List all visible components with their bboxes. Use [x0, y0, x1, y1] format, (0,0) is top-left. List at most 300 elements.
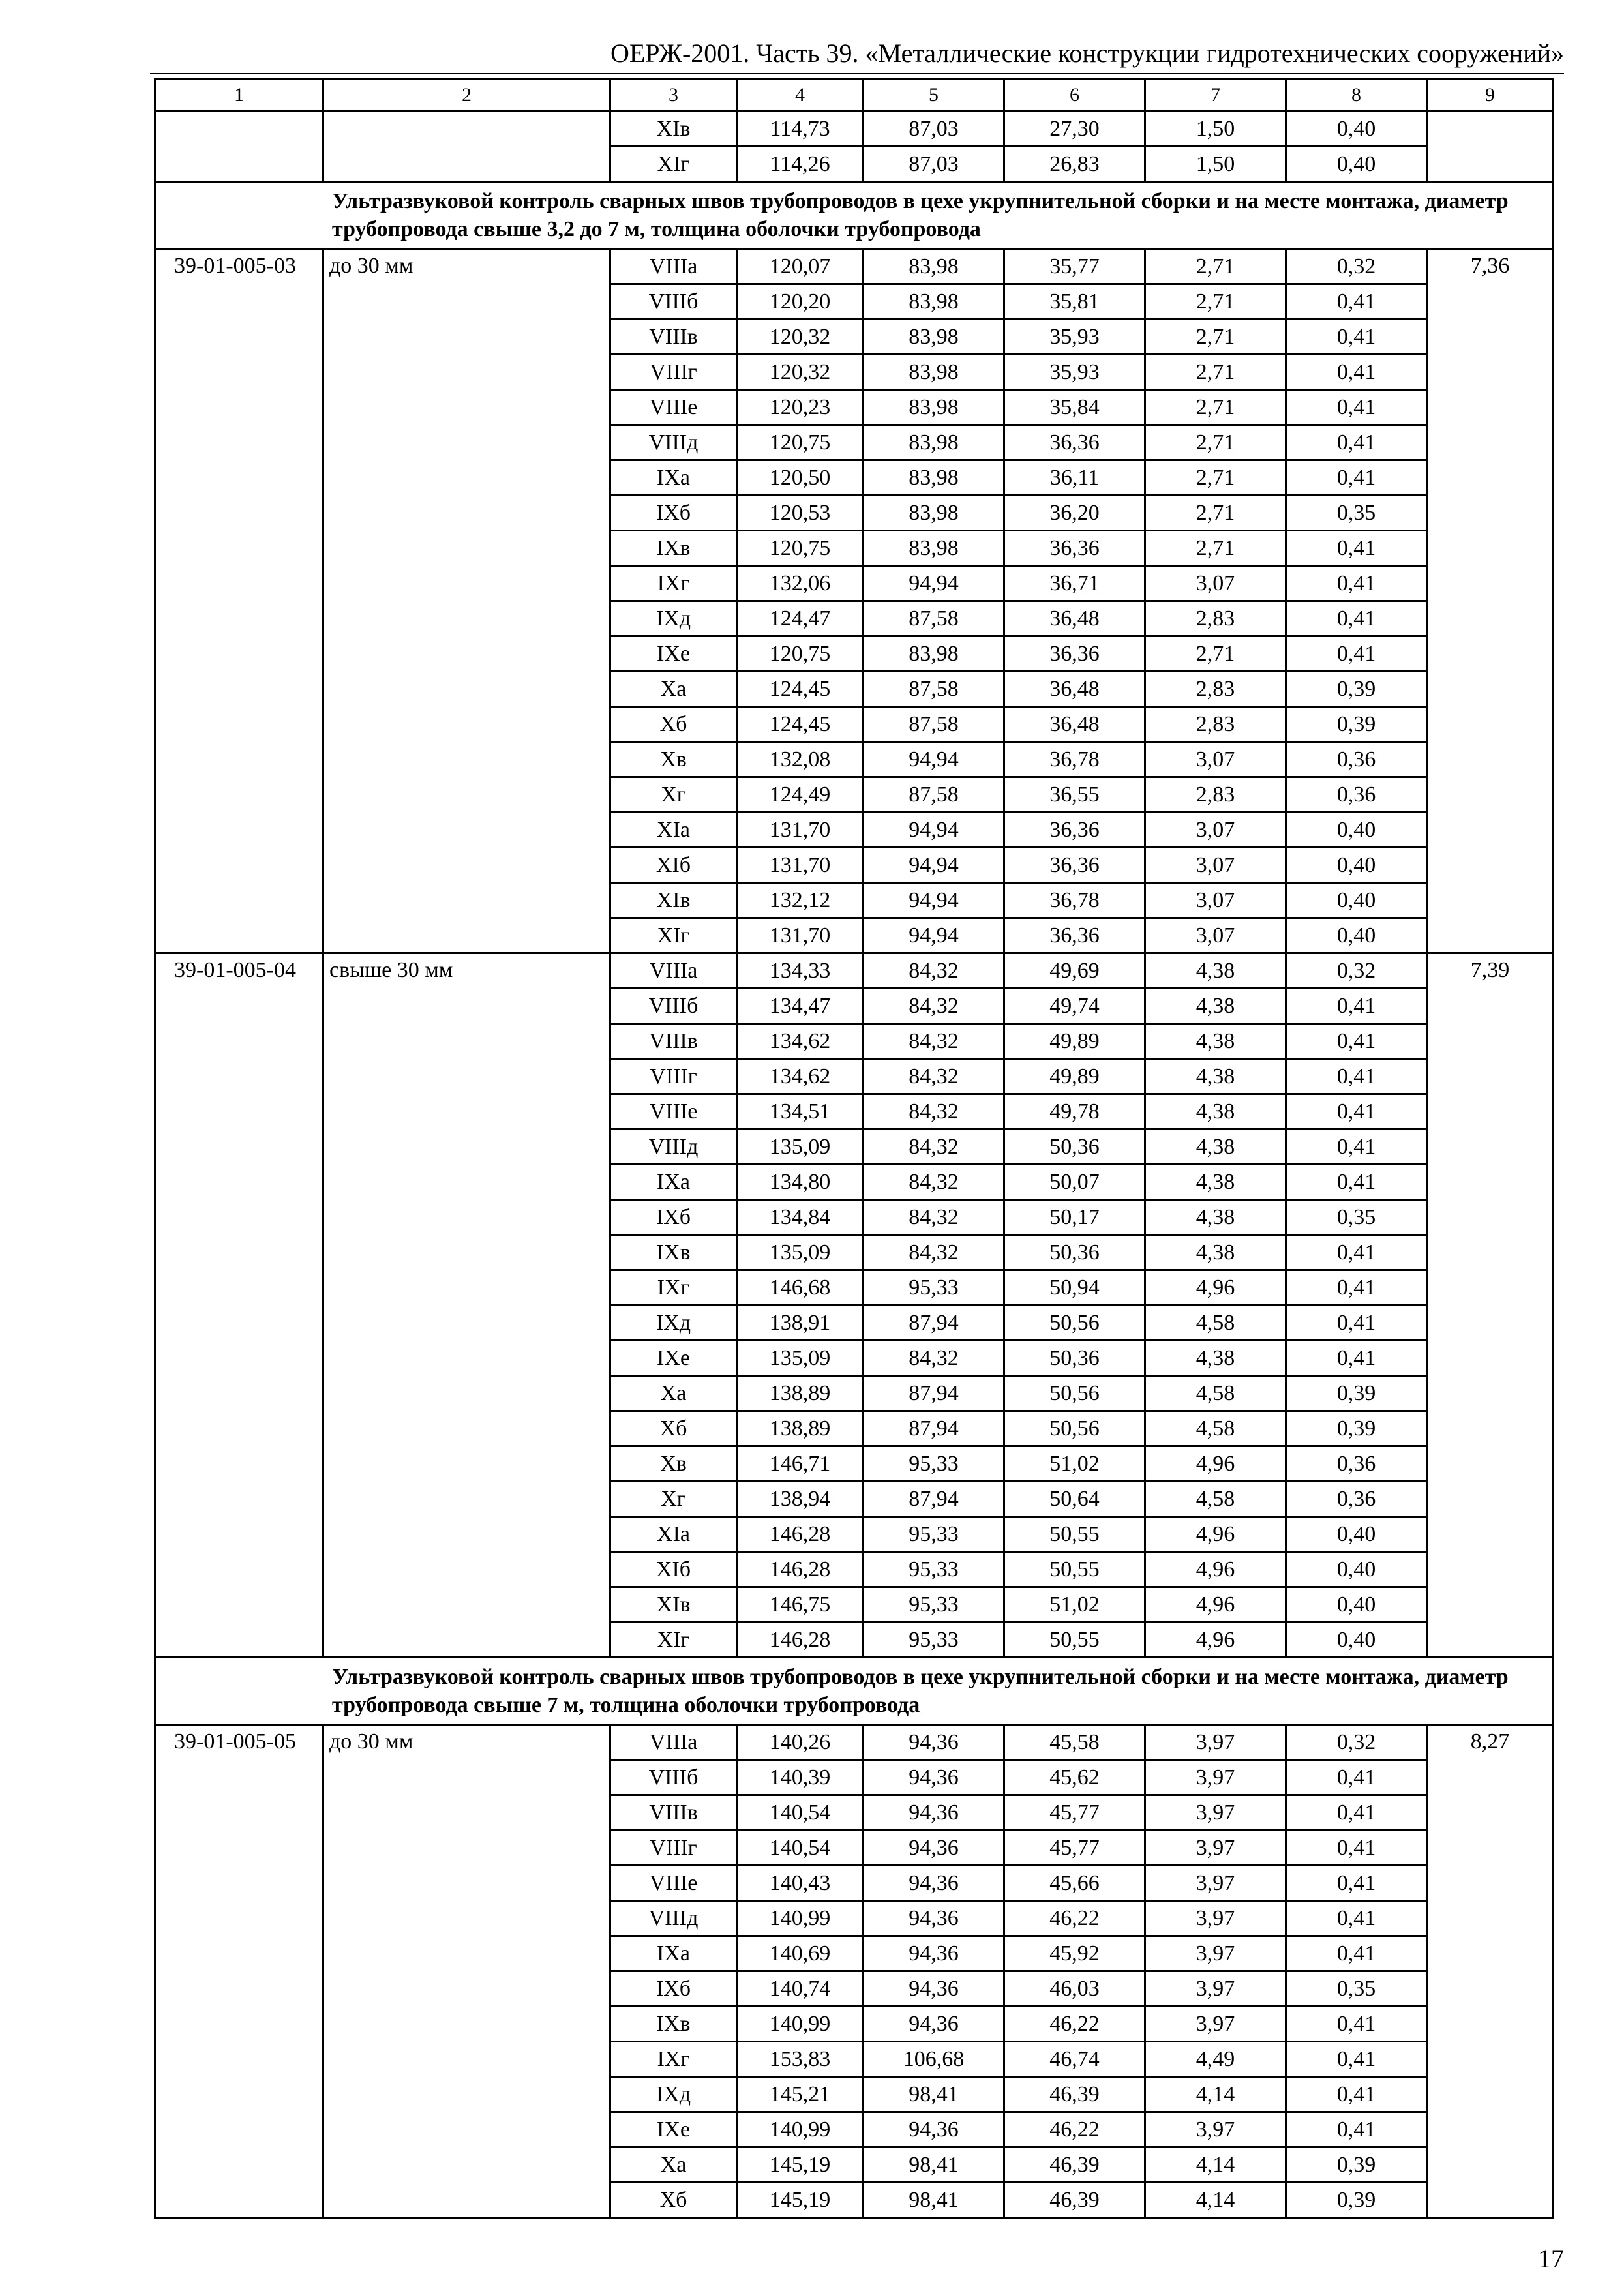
value-cell: 0,41	[1286, 989, 1427, 1024]
value-cell: 120,20	[737, 284, 864, 320]
value-cell: 83,98	[864, 284, 1004, 320]
value-cell: 140,54	[737, 1795, 864, 1831]
value-cell: 87,94	[864, 1376, 1004, 1411]
value-cell: 1,50	[1145, 112, 1286, 147]
value-cell: 4,14	[1145, 2147, 1286, 2183]
value-cell: 49,78	[1004, 1094, 1145, 1130]
value-cell: 3,97	[1145, 1936, 1286, 1971]
value-cell: 134,84	[737, 1200, 864, 1235]
value-cell: 36,48	[1004, 672, 1145, 707]
value-cell: 0,41	[1286, 1901, 1427, 1936]
value-cell: 0,41	[1286, 284, 1427, 320]
value-cell: IXв	[610, 1235, 737, 1270]
value-cell: 84,32	[864, 1130, 1004, 1165]
value-cell: 131,70	[737, 813, 864, 848]
value-cell: 0,36	[1286, 1482, 1427, 1517]
value-cell: VIIIг	[610, 1059, 737, 1094]
value-cell: 50,94	[1004, 1270, 1145, 1306]
value-cell: 138,91	[737, 1306, 864, 1341]
value-cell: 45,77	[1004, 1795, 1145, 1831]
value-cell: 36,36	[1004, 918, 1145, 953]
value-cell: IXа	[610, 1165, 737, 1200]
value-cell: 4,58	[1145, 1306, 1286, 1341]
value-cell: 83,98	[864, 460, 1004, 496]
value-cell: 135,09	[737, 1130, 864, 1165]
value-cell: 120,32	[737, 320, 864, 355]
value-cell: 0,40	[1286, 848, 1427, 883]
value-cell: 94,36	[864, 1901, 1004, 1936]
value-cell: Xа	[610, 672, 737, 707]
value-cell: VIIIб	[610, 1760, 737, 1795]
value-cell: 3,07	[1145, 566, 1286, 601]
value-cell: 35,84	[1004, 390, 1145, 425]
value-cell: 0,41	[1286, 2042, 1427, 2077]
value-cell: 36,48	[1004, 707, 1145, 742]
value-cell: 3,97	[1145, 2112, 1286, 2147]
value-cell: 50,56	[1004, 1306, 1145, 1341]
value-cell: 83,98	[864, 496, 1004, 531]
value-cell: VIIIа	[610, 953, 737, 989]
value-cell: 0,41	[1286, 2112, 1427, 2147]
value-cell: 26,83	[1004, 147, 1145, 182]
col9-cell: 8,27	[1427, 1725, 1554, 2218]
column-number: 2	[323, 80, 610, 112]
value-cell: 27,30	[1004, 112, 1145, 147]
value-cell: 49,69	[1004, 953, 1145, 989]
value-cell: 84,32	[864, 1200, 1004, 1235]
value-cell: 0,41	[1286, 1341, 1427, 1376]
value-cell: 0,41	[1286, 460, 1427, 496]
value-cell: 120,32	[737, 355, 864, 390]
value-cell: 134,62	[737, 1059, 864, 1094]
value-cell: 3,07	[1145, 883, 1286, 918]
value-cell: 36,36	[1004, 636, 1145, 672]
value-cell: 87,03	[864, 112, 1004, 147]
value-cell: 94,94	[864, 918, 1004, 953]
value-cell: 0,40	[1286, 1517, 1427, 1552]
value-cell: VIIIа	[610, 249, 737, 284]
value-cell: 4,38	[1145, 1130, 1286, 1165]
value-cell: 4,38	[1145, 1235, 1286, 1270]
value-cell: 46,22	[1004, 1901, 1145, 1936]
value-cell: Xв	[610, 1446, 737, 1482]
value-cell: 4,38	[1145, 1165, 1286, 1200]
value-cell: 4,38	[1145, 1024, 1286, 1059]
value-cell: 50,55	[1004, 1552, 1145, 1587]
column-number: 1	[155, 80, 323, 112]
value-cell: 132,06	[737, 566, 864, 601]
value-cell: 51,02	[1004, 1446, 1145, 1482]
value-cell: 3,07	[1145, 918, 1286, 953]
value-cell: 132,08	[737, 742, 864, 777]
value-cell: 0,35	[1286, 1200, 1427, 1235]
value-cell: 120,07	[737, 249, 864, 284]
description-cell: до 30 мм	[323, 1725, 610, 2218]
value-cell: 0,41	[1286, 531, 1427, 566]
value-cell: 83,98	[864, 320, 1004, 355]
value-cell: 140,69	[737, 1936, 864, 1971]
value-cell: IXг	[610, 1270, 737, 1306]
value-cell: 83,98	[864, 249, 1004, 284]
value-cell: 46,03	[1004, 1971, 1145, 2007]
value-cell: 2,71	[1145, 496, 1286, 531]
value-cell: 0,32	[1286, 1725, 1427, 1760]
value-cell: 36,20	[1004, 496, 1145, 531]
value-cell: Xа	[610, 2147, 737, 2183]
value-cell: 134,62	[737, 1024, 864, 1059]
value-cell: 4,96	[1145, 1517, 1286, 1552]
value-cell: 94,36	[864, 2007, 1004, 2042]
value-cell: 2,71	[1145, 320, 1286, 355]
value-cell: 36,78	[1004, 742, 1145, 777]
value-cell: 46,39	[1004, 2183, 1145, 2218]
value-cell: IXг	[610, 2042, 737, 2077]
value-cell: 98,41	[864, 2077, 1004, 2112]
value-cell: 145,21	[737, 2077, 864, 2112]
value-cell: 0,40	[1286, 813, 1427, 848]
column-number: 4	[737, 80, 864, 112]
value-cell: 46,39	[1004, 2147, 1145, 2183]
value-cell: 94,36	[864, 1866, 1004, 1901]
value-cell: 3,97	[1145, 1795, 1286, 1831]
value-cell: 3,97	[1145, 1901, 1286, 1936]
value-cell: 0,35	[1286, 496, 1427, 531]
value-cell: 120,53	[737, 496, 864, 531]
value-cell: 4,96	[1145, 1587, 1286, 1623]
code-cell: 39-01-005-05	[155, 1725, 323, 2218]
value-cell: 0,41	[1286, 1760, 1427, 1795]
value-cell: 45,77	[1004, 1831, 1145, 1866]
value-cell: 2,83	[1145, 707, 1286, 742]
value-cell: 87,58	[864, 777, 1004, 813]
value-cell: 120,75	[737, 425, 864, 460]
value-cell: 0,41	[1286, 1235, 1427, 1270]
value-cell: 4,96	[1145, 1270, 1286, 1306]
value-cell: 140,54	[737, 1831, 864, 1866]
value-cell: 84,32	[864, 1341, 1004, 1376]
value-cell: 140,99	[737, 2007, 864, 2042]
value-cell: 0,41	[1286, 1795, 1427, 1831]
value-cell: 124,45	[737, 707, 864, 742]
value-cell: XIв	[610, 1587, 737, 1623]
value-cell: 3,97	[1145, 2007, 1286, 2042]
value-cell: 3,97	[1145, 1831, 1286, 1866]
value-cell: 87,58	[864, 601, 1004, 636]
value-cell: 49,89	[1004, 1024, 1145, 1059]
value-cell: VIIIг	[610, 355, 737, 390]
value-cell: 87,94	[864, 1482, 1004, 1517]
table-row	[155, 112, 1554, 147]
value-cell: IXв	[610, 531, 737, 566]
value-cell: 134,80	[737, 1165, 864, 1200]
value-cell: 35,93	[1004, 355, 1145, 390]
value-cell: 124,45	[737, 672, 864, 707]
value-cell: 153,83	[737, 2042, 864, 2077]
value-cell: 98,41	[864, 2147, 1004, 2183]
value-cell: Xб	[610, 707, 737, 742]
value-cell: 46,74	[1004, 2042, 1145, 2077]
value-cell: 0,41	[1286, 1936, 1427, 1971]
value-cell: XIг	[610, 1623, 737, 1658]
section-header-row	[155, 1658, 1554, 1725]
value-cell: 0,41	[1286, 390, 1427, 425]
value-cell: Xа	[610, 1376, 737, 1411]
value-cell: IXб	[610, 496, 737, 531]
value-cell: 0,39	[1286, 2183, 1427, 2218]
value-cell: 94,94	[864, 566, 1004, 601]
value-cell: 36,78	[1004, 883, 1145, 918]
value-cell: Xг	[610, 1482, 737, 1517]
value-cell: XIб	[610, 848, 737, 883]
value-cell: 50,56	[1004, 1411, 1145, 1446]
value-cell: 0,41	[1286, 1306, 1427, 1341]
col9-cell	[1427, 112, 1554, 182]
value-cell: 0,40	[1286, 147, 1427, 182]
price-table	[154, 78, 1554, 2219]
value-cell: 4,38	[1145, 1200, 1286, 1235]
value-cell: 51,02	[1004, 1587, 1145, 1623]
value-cell: 2,71	[1145, 531, 1286, 566]
value-cell: 46,22	[1004, 2112, 1145, 2147]
value-cell: 95,33	[864, 1270, 1004, 1306]
value-cell: VIIIд	[610, 425, 737, 460]
value-cell: 4,14	[1145, 2183, 1286, 2218]
value-cell: 0,32	[1286, 953, 1427, 989]
value-cell: 87,58	[864, 707, 1004, 742]
value-cell: 4,58	[1145, 1411, 1286, 1446]
value-cell: 49,89	[1004, 1059, 1145, 1094]
value-cell: 0,41	[1286, 1270, 1427, 1306]
value-cell: 0,41	[1286, 1024, 1427, 1059]
value-cell: VIIIв	[610, 320, 737, 355]
value-cell: 3,97	[1145, 1760, 1286, 1795]
value-cell: 0,39	[1286, 1376, 1427, 1411]
value-cell: 0,41	[1286, 1130, 1427, 1165]
value-cell: 45,62	[1004, 1760, 1145, 1795]
table-body	[155, 80, 1554, 2218]
value-cell: 0,36	[1286, 1446, 1427, 1482]
value-cell: 4,96	[1145, 1552, 1286, 1587]
value-cell: 0,39	[1286, 1411, 1427, 1446]
value-cell: 50,36	[1004, 1341, 1145, 1376]
value-cell: 145,19	[737, 2147, 864, 2183]
value-cell: 2,83	[1145, 777, 1286, 813]
value-cell: VIIIб	[610, 284, 737, 320]
value-cell: XIа	[610, 1517, 737, 1552]
description-cell: свыше 30 мм	[323, 953, 610, 1658]
value-cell: 84,32	[864, 1059, 1004, 1094]
value-cell: 4,38	[1145, 1059, 1286, 1094]
value-cell: 94,36	[864, 2112, 1004, 2147]
value-cell: 50,55	[1004, 1623, 1145, 1658]
value-cell: 124,47	[737, 601, 864, 636]
value-cell: VIIIб	[610, 989, 737, 1024]
value-cell: 0,41	[1286, 2007, 1427, 2042]
value-cell: Xг	[610, 777, 737, 813]
value-cell: 49,74	[1004, 989, 1145, 1024]
value-cell: 4,49	[1145, 2042, 1286, 2077]
value-cell: 146,28	[737, 1623, 864, 1658]
value-cell: 84,32	[864, 1094, 1004, 1130]
value-cell: 4,38	[1145, 989, 1286, 1024]
value-cell: 84,32	[864, 989, 1004, 1024]
value-cell: 120,50	[737, 460, 864, 496]
value-cell: 84,32	[864, 1024, 1004, 1059]
value-cell: 36,55	[1004, 777, 1145, 813]
value-cell: 3,97	[1145, 1971, 1286, 2007]
value-cell: XIв	[610, 112, 737, 147]
value-cell: 2,71	[1145, 284, 1286, 320]
value-cell: 83,98	[864, 390, 1004, 425]
value-cell: 0,36	[1286, 742, 1427, 777]
value-cell: 95,33	[864, 1517, 1004, 1552]
value-cell: 0,41	[1286, 355, 1427, 390]
value-cell: 140,99	[737, 2112, 864, 2147]
value-cell: Xб	[610, 1411, 737, 1446]
value-cell: 0,41	[1286, 601, 1427, 636]
value-cell: 131,70	[737, 848, 864, 883]
code-cell: 39-01-005-03	[155, 249, 323, 953]
value-cell: 35,81	[1004, 284, 1145, 320]
value-cell: 4,38	[1145, 1094, 1286, 1130]
value-cell: XIв	[610, 883, 737, 918]
value-cell: 2,71	[1145, 390, 1286, 425]
value-cell: 94,36	[864, 1795, 1004, 1831]
value-cell: 36,36	[1004, 531, 1145, 566]
value-cell: VIIIе	[610, 1866, 737, 1901]
column-number-row	[155, 80, 1554, 112]
value-cell: 140,99	[737, 1901, 864, 1936]
header-rule	[150, 73, 1564, 74]
table-row	[155, 249, 1554, 284]
value-cell: 3,07	[1145, 848, 1286, 883]
value-cell: 2,71	[1145, 460, 1286, 496]
value-cell: 36,71	[1004, 566, 1145, 601]
value-cell: 3,97	[1145, 1866, 1286, 1901]
value-cell: 94,36	[864, 1971, 1004, 2007]
value-cell: IXд	[610, 2077, 737, 2112]
value-cell: VIIIв	[610, 1795, 737, 1831]
value-cell: 0,40	[1286, 1552, 1427, 1587]
value-cell: 83,98	[864, 636, 1004, 672]
value-cell: VIIIд	[610, 1130, 737, 1165]
value-cell: XIг	[610, 918, 737, 953]
value-cell: 0,41	[1286, 1165, 1427, 1200]
value-cell: 0,41	[1286, 636, 1427, 672]
value-cell: Xв	[610, 742, 737, 777]
value-cell: 0,39	[1286, 672, 1427, 707]
running-title: ОЕРЖ-2001. Часть 39. «Металлические конструкции гидротехнических сооружений»	[610, 38, 1564, 68]
value-cell: 2,71	[1145, 355, 1286, 390]
value-cell: VIIIв	[610, 1024, 737, 1059]
value-cell: VIIIе	[610, 1094, 737, 1130]
value-cell: 134,51	[737, 1094, 864, 1130]
value-cell: 0,35	[1286, 1971, 1427, 2007]
section-title: Ультразвуковой контроль сварных швов трубопроводов в цехе укрупнительной сборки и на месте монтажа, диаметр трубопровода свыше 3,2 до 7 м, толщина оболочки трубопровода	[155, 182, 1554, 249]
value-cell: 146,28	[737, 1517, 864, 1552]
value-cell: 146,75	[737, 1587, 864, 1623]
value-cell: 1,50	[1145, 147, 1286, 182]
col9-cell: 7,36	[1427, 249, 1554, 953]
value-cell: 50,55	[1004, 1517, 1145, 1552]
value-cell: 138,94	[737, 1482, 864, 1517]
page-number: 17	[1538, 2244, 1564, 2273]
value-cell: 94,36	[864, 1760, 1004, 1795]
value-cell: 94,36	[864, 1936, 1004, 1971]
column-number: 6	[1004, 80, 1145, 112]
value-cell: 36,11	[1004, 460, 1145, 496]
value-cell: XIа	[610, 813, 737, 848]
code-cell: 39-01-005-04	[155, 953, 323, 1658]
value-cell: 0,39	[1286, 707, 1427, 742]
value-cell: VIIIд	[610, 1901, 737, 1936]
value-cell: XIг	[610, 147, 737, 182]
column-number: 8	[1286, 80, 1427, 112]
value-cell: 138,89	[737, 1411, 864, 1446]
value-cell: 2,71	[1145, 425, 1286, 460]
value-cell: 84,32	[864, 1235, 1004, 1270]
value-cell: 83,98	[864, 355, 1004, 390]
value-cell: 46,39	[1004, 2077, 1145, 2112]
value-cell: 87,58	[864, 672, 1004, 707]
value-cell: 94,94	[864, 813, 1004, 848]
value-cell: 4,38	[1145, 1341, 1286, 1376]
value-cell: 95,33	[864, 1623, 1004, 1658]
value-cell: Xб	[610, 2183, 737, 2218]
value-cell: IXа	[610, 460, 737, 496]
value-cell: 87,94	[864, 1411, 1004, 1446]
value-cell: 124,49	[737, 777, 864, 813]
value-cell: 134,33	[737, 953, 864, 989]
value-cell: 120,75	[737, 531, 864, 566]
value-cell: 0,40	[1286, 1623, 1427, 1658]
value-cell: 3,07	[1145, 813, 1286, 848]
value-cell: 50,36	[1004, 1130, 1145, 1165]
value-cell: 4,96	[1145, 1446, 1286, 1482]
column-number: 5	[864, 80, 1004, 112]
value-cell: 4,14	[1145, 2077, 1286, 2112]
value-cell: 94,94	[864, 883, 1004, 918]
value-cell: 0,40	[1286, 918, 1427, 953]
value-cell: 87,94	[864, 1306, 1004, 1341]
value-cell: 50,36	[1004, 1235, 1145, 1270]
value-cell: 36,36	[1004, 813, 1145, 848]
value-cell: 94,36	[864, 1831, 1004, 1866]
value-cell: 0,41	[1286, 1094, 1427, 1130]
value-cell: 95,33	[864, 1587, 1004, 1623]
value-cell: 45,66	[1004, 1866, 1145, 1901]
value-cell: 50,56	[1004, 1376, 1145, 1411]
value-cell: 45,58	[1004, 1725, 1145, 1760]
value-cell: VIIIа	[610, 1725, 737, 1760]
column-number: 7	[1145, 80, 1286, 112]
value-cell: 98,41	[864, 2183, 1004, 2218]
value-cell: 35,77	[1004, 249, 1145, 284]
value-cell: 0,41	[1286, 425, 1427, 460]
value-cell: 145,19	[737, 2183, 864, 2218]
value-cell: 3,97	[1145, 1725, 1286, 1760]
value-cell: VIIIг	[610, 1831, 737, 1866]
value-cell: 0,41	[1286, 320, 1427, 355]
value-cell: 2,83	[1145, 672, 1286, 707]
value-cell: 94,94	[864, 742, 1004, 777]
table-row	[155, 953, 1554, 989]
value-cell: 4,38	[1145, 953, 1286, 989]
value-cell: IXе	[610, 1341, 737, 1376]
value-cell: 146,28	[737, 1552, 864, 1587]
value-cell: 0,32	[1286, 249, 1427, 284]
value-cell: 0,40	[1286, 883, 1427, 918]
